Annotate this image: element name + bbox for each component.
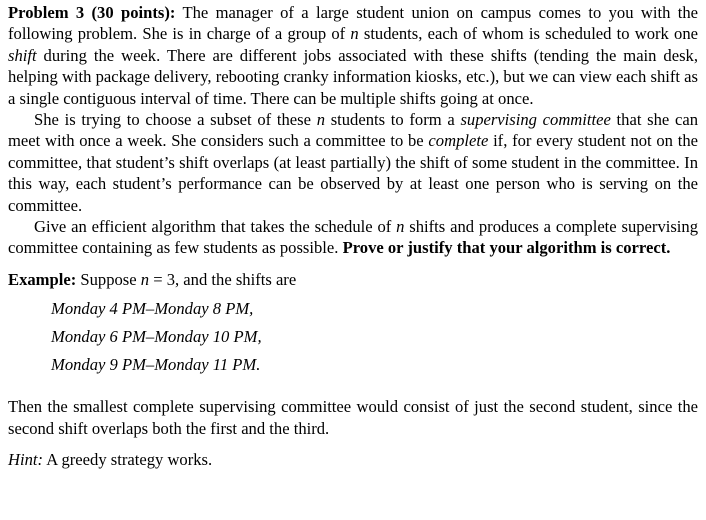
emphasis-complete: complete [428, 131, 489, 151]
problem-text: that she can meet with once a week. She considers such a committee to be [8, 110, 698, 151]
hint-label: Hint: [8, 450, 44, 470]
math-variable-n: n [316, 110, 325, 130]
problem-text: Give an efficient algorithm that takes the schedule of [34, 217, 397, 237]
prove-instruction: Prove or justify that your algorithm is correct [342, 238, 667, 258]
hint-paragraph [8, 449, 698, 470]
emphasis-supervising-committee: supervising committee [460, 110, 611, 130]
math-variable-n: n [350, 24, 359, 44]
hint-text: A greedy strategy works. [43, 450, 213, 470]
math-variable-n: n [396, 217, 405, 237]
emphasis-shift: shift [8, 45, 37, 65]
problem-text: shifts and produces a complete supervising committee containing as few students as possible. [8, 217, 699, 258]
problem-paragraph-1 [8, 2, 698, 109]
problem-paragraph-3 [8, 216, 698, 259]
example-text: Suppose [76, 269, 141, 289]
math-variable-n: n [140, 269, 150, 289]
prove-instruction-period: . [666, 238, 671, 258]
shift-item-2: Monday 6 PM–Monday 10 PM, [51, 327, 262, 347]
problem-title: Problem 3 (30 points): [8, 3, 176, 22]
shift-item-3: Monday 9 PM–Monday 11 PM. [51, 355, 261, 375]
example-conclusion: Then the smallest complete supervising committee would consist of just the second student, since the second shift overlaps both the first and the third. [8, 397, 698, 438]
shift-list [8, 295, 698, 379]
problem-text: She is trying to choose a subset of these [34, 110, 317, 130]
problem-text: if, for every student not on the committee, that student’s shift overlaps (at least partially) the shift of some student in the committee. In this way, each student’s performance can be observed by at least one person who is serving on the committee. [8, 131, 698, 215]
problem-paragraph-2 [8, 109, 698, 216]
shift-item-1: Monday 4 PM–Monday 8 PM, [51, 299, 254, 319]
problem-text: The manager of a large student union on campus comes to you with the following problem. She is in charge of a group of [8, 3, 698, 44]
problem-text: students, each of whom is scheduled to work one [358, 24, 698, 44]
example-paragraph [8, 269, 698, 290]
problem-text: students to form a [324, 110, 461, 130]
example-label: Example: [8, 269, 77, 289]
problem-text: during the week. There are different jobs associated with these shifts (tending the main desk, helping with package delivery, rebooting cranky information kiosks, etc.), but we can view each shift as a single contiguous interval of time. There can be multiple shifts going at once. [8, 45, 698, 108]
example-text: = 3, and the shifts are [149, 269, 297, 289]
